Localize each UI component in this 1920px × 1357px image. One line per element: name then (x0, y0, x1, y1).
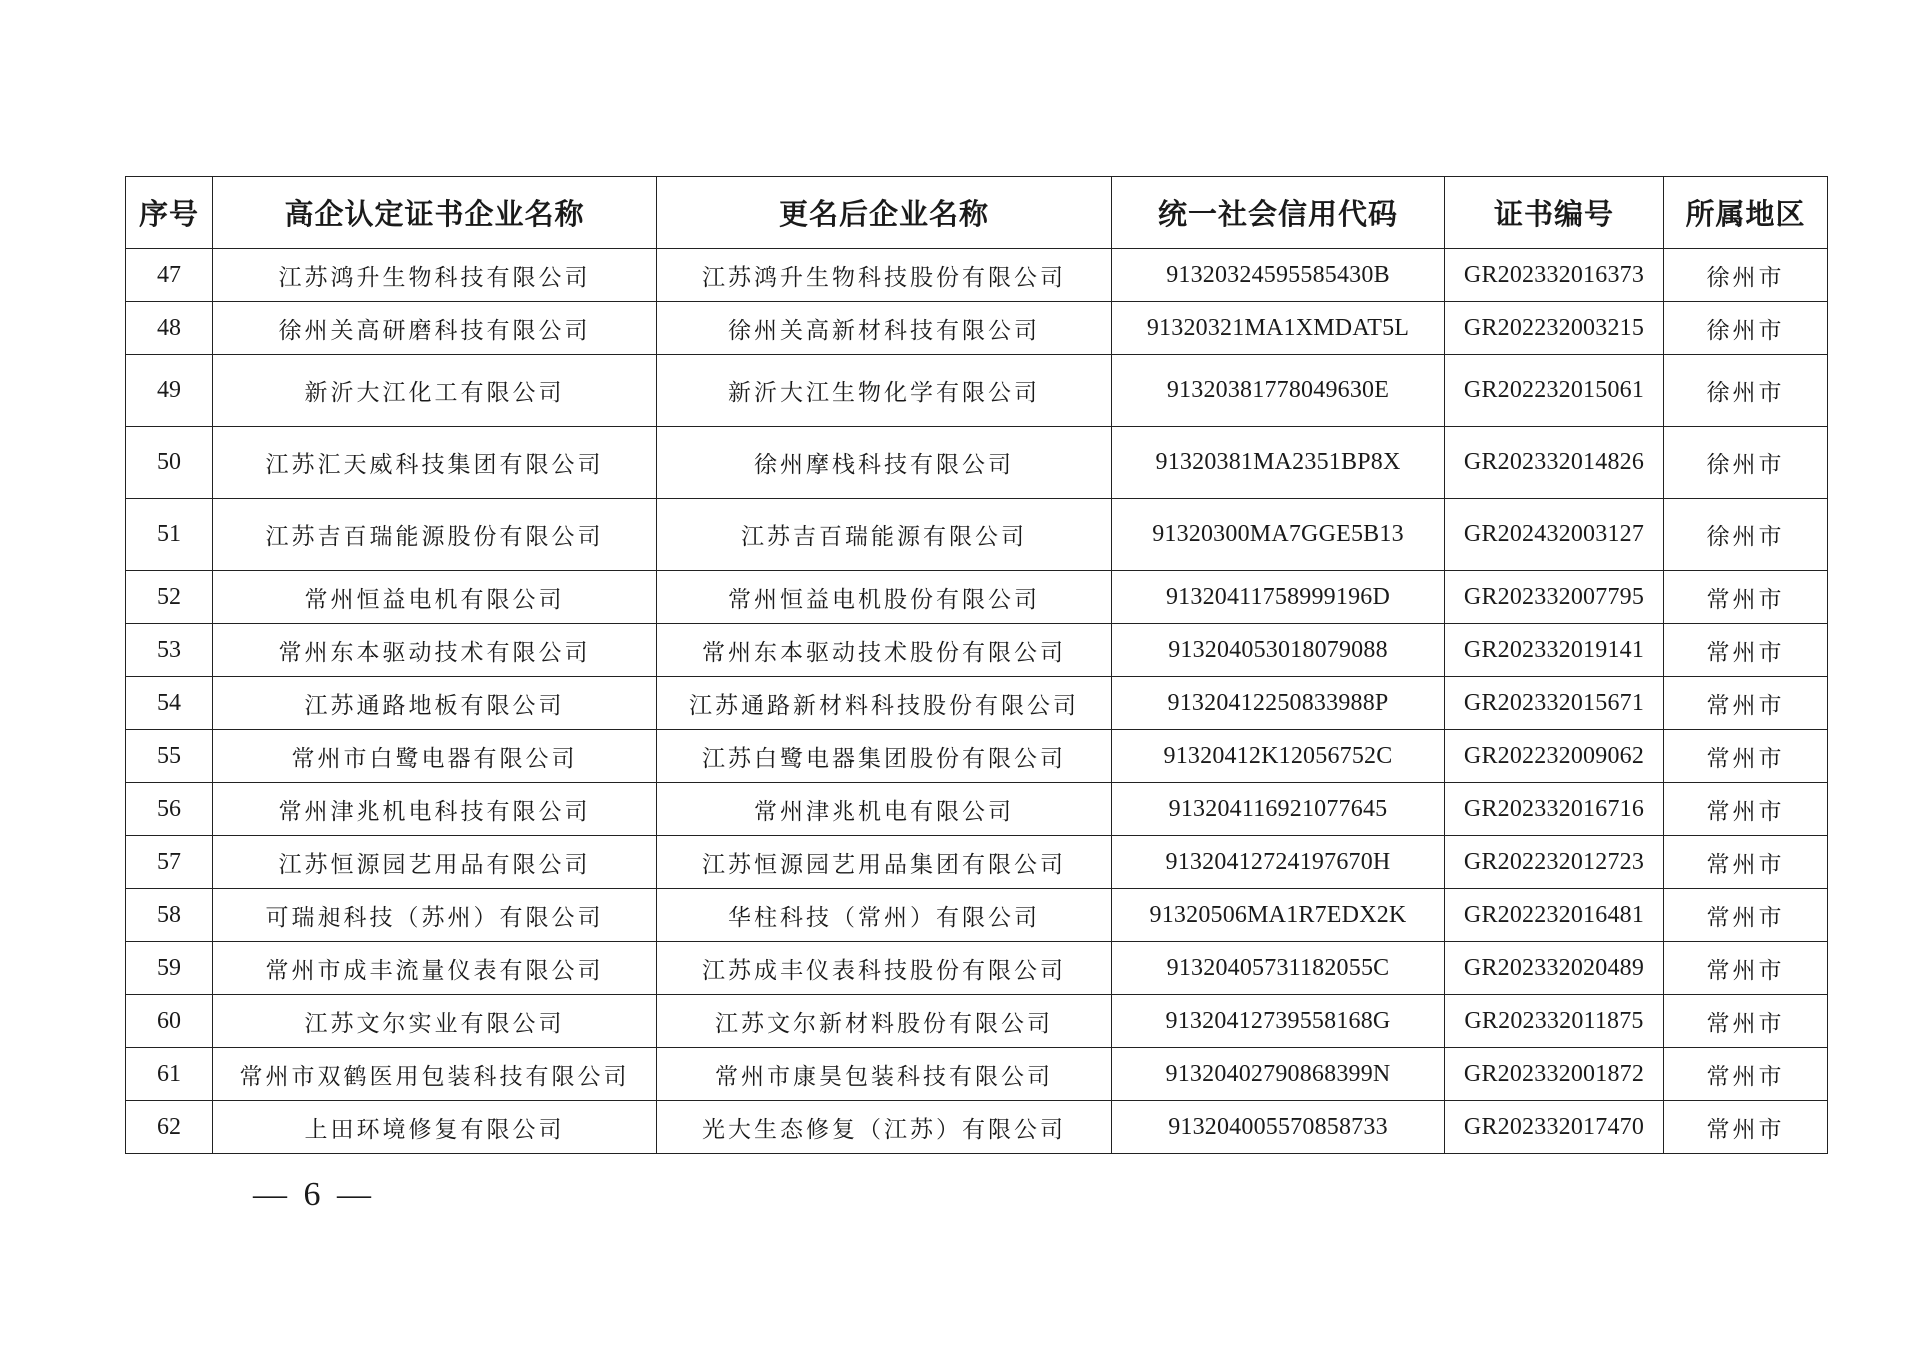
cell-original-company-name: 常州市成丰流量仪表有限公司 (213, 942, 657, 995)
cell-credit-code: 91320412724197670H (1112, 836, 1445, 889)
table-row (126, 836, 1828, 889)
cell-original-company-name: 常州东本驱动技术有限公司 (213, 624, 657, 677)
cell-certificate-number: GR202232016481 (1445, 889, 1664, 942)
cell-serial-number: 51 (126, 499, 213, 571)
table-row (126, 355, 1828, 427)
cell-original-company-name: 江苏通路地板有限公司 (213, 677, 657, 730)
cell-serial-number: 50 (126, 427, 213, 499)
cell-region: 常州市 (1664, 783, 1828, 836)
cell-certificate-number: GR202332011875 (1445, 995, 1664, 1048)
cell-certificate-number: GR202232012723 (1445, 836, 1664, 889)
table-row (126, 730, 1828, 783)
cell-renamed-company-name: 江苏文尔新材料股份有限公司 (657, 995, 1112, 1048)
cell-certificate-number: GR202232015061 (1445, 355, 1664, 427)
table-row (126, 889, 1828, 942)
cell-serial-number: 62 (126, 1101, 213, 1154)
cell-region: 徐州市 (1664, 355, 1828, 427)
table-row (126, 942, 1828, 995)
cell-original-company-name: 常州市白鹭电器有限公司 (213, 730, 657, 783)
cell-region: 常州市 (1664, 889, 1828, 942)
cell-certificate-number: GR202232003215 (1445, 302, 1664, 355)
cell-original-company-name: 江苏鸿升生物科技有限公司 (213, 249, 657, 302)
cell-certificate-number: GR202332017470 (1445, 1101, 1664, 1154)
cell-original-company-name: 徐州关高研磨科技有限公司 (213, 302, 657, 355)
cell-renamed-company-name: 华柱科技（常州）有限公司 (657, 889, 1112, 942)
cell-original-company-name: 可瑞昶科技（苏州）有限公司 (213, 889, 657, 942)
table-row (126, 249, 1828, 302)
header-renamed-company-name: 更名后企业名称 (657, 177, 1112, 249)
table-row (126, 427, 1828, 499)
table-row (126, 1101, 1828, 1154)
cell-region: 常州市 (1664, 942, 1828, 995)
cell-credit-code: 91320405731182055C (1112, 942, 1445, 995)
cell-serial-number: 61 (126, 1048, 213, 1101)
cell-region: 常州市 (1664, 677, 1828, 730)
cell-renamed-company-name: 江苏吉百瑞能源有限公司 (657, 499, 1112, 571)
cell-certificate-number: GR202332007795 (1445, 571, 1664, 624)
table-row (126, 995, 1828, 1048)
cell-original-company-name: 江苏汇天威科技集团有限公司 (213, 427, 657, 499)
cell-original-company-name: 新沂大江化工有限公司 (213, 355, 657, 427)
table-row (126, 624, 1828, 677)
cell-renamed-company-name: 新沂大江生物化学有限公司 (657, 355, 1112, 427)
cell-original-company-name: 上田环境修复有限公司 (213, 1101, 657, 1154)
cell-serial-number: 49 (126, 355, 213, 427)
cell-credit-code: 91320412739558168G (1112, 995, 1445, 1048)
cell-region: 常州市 (1664, 836, 1828, 889)
cell-credit-code: 91320300MA7GGE5B13 (1112, 499, 1445, 571)
cell-region: 徐州市 (1664, 302, 1828, 355)
cell-renamed-company-name: 常州东本驱动技术股份有限公司 (657, 624, 1112, 677)
cell-certificate-number: GR202332019141 (1445, 624, 1664, 677)
cell-credit-code: 91320402790868399N (1112, 1048, 1445, 1101)
cell-credit-code: 913204053018079088 (1112, 624, 1445, 677)
page-number: — 6 — (253, 1176, 375, 1213)
cell-region: 常州市 (1664, 1101, 1828, 1154)
cell-serial-number: 58 (126, 889, 213, 942)
header-serial-number: 序号 (126, 177, 213, 249)
cell-serial-number: 47 (126, 249, 213, 302)
cell-renamed-company-name: 江苏白鹭电器集团股份有限公司 (657, 730, 1112, 783)
cell-credit-code: 91320411758999196D (1112, 571, 1445, 624)
cell-serial-number: 54 (126, 677, 213, 730)
cell-credit-code: 91320321MA1XMDAT5L (1112, 302, 1445, 355)
table-row (126, 677, 1828, 730)
cell-region: 常州市 (1664, 730, 1828, 783)
cell-certificate-number: GR202432003127 (1445, 499, 1664, 571)
header-certificate-number: 证书编号 (1445, 177, 1664, 249)
cell-original-company-name: 常州恒益电机有限公司 (213, 571, 657, 624)
cell-credit-code: 913204005570858733 (1112, 1101, 1445, 1154)
cell-region: 常州市 (1664, 624, 1828, 677)
cell-region: 徐州市 (1664, 427, 1828, 499)
company-rename-table (125, 176, 1828, 1154)
cell-serial-number: 56 (126, 783, 213, 836)
cell-renamed-company-name: 江苏恒源园艺用品集团有限公司 (657, 836, 1112, 889)
table-row (126, 783, 1828, 836)
cell-renamed-company-name: 常州市康昊包装科技有限公司 (657, 1048, 1112, 1101)
cell-serial-number: 60 (126, 995, 213, 1048)
cell-serial-number: 59 (126, 942, 213, 995)
cell-renamed-company-name: 常州恒益电机股份有限公司 (657, 571, 1112, 624)
cell-certificate-number: GR202332001872 (1445, 1048, 1664, 1101)
cell-region: 徐州市 (1664, 249, 1828, 302)
cell-original-company-name: 常州市双鹤医用包装科技有限公司 (213, 1048, 657, 1101)
cell-original-company-name: 江苏恒源园艺用品有限公司 (213, 836, 657, 889)
table-header-row (126, 177, 1828, 249)
cell-renamed-company-name: 常州津兆机电有限公司 (657, 783, 1112, 836)
cell-renamed-company-name: 江苏成丰仪表科技股份有限公司 (657, 942, 1112, 995)
cell-renamed-company-name: 江苏鸿升生物科技股份有限公司 (657, 249, 1112, 302)
cell-original-company-name: 江苏文尔实业有限公司 (213, 995, 657, 1048)
table-row (126, 571, 1828, 624)
cell-serial-number: 48 (126, 302, 213, 355)
cell-certificate-number: GR202332014826 (1445, 427, 1664, 499)
cell-certificate-number: GR202232009062 (1445, 730, 1664, 783)
cell-region: 常州市 (1664, 995, 1828, 1048)
cell-credit-code: 91320412K12056752C (1112, 730, 1445, 783)
table-row (126, 302, 1828, 355)
cell-credit-code: 91320381778049630E (1112, 355, 1445, 427)
cell-renamed-company-name: 徐州关高新材科技有限公司 (657, 302, 1112, 355)
cell-credit-code: 913204116921077645 (1112, 783, 1445, 836)
cell-original-company-name: 常州津兆机电科技有限公司 (213, 783, 657, 836)
header-original-company-name: 高企认定证书企业名称 (213, 177, 657, 249)
cell-renamed-company-name: 徐州摩栈科技有限公司 (657, 427, 1112, 499)
cell-serial-number: 55 (126, 730, 213, 783)
cell-certificate-number: GR202332020489 (1445, 942, 1664, 995)
cell-serial-number: 52 (126, 571, 213, 624)
cell-credit-code: 91320324595585430B (1112, 249, 1445, 302)
cell-region: 常州市 (1664, 571, 1828, 624)
header-region: 所属地区 (1664, 177, 1828, 249)
cell-serial-number: 57 (126, 836, 213, 889)
cell-serial-number: 53 (126, 624, 213, 677)
header-credit-code: 统一社会信用代码 (1112, 177, 1445, 249)
cell-original-company-name: 江苏吉百瑞能源股份有限公司 (213, 499, 657, 571)
cell-credit-code: 91320506MA1R7EDX2K (1112, 889, 1445, 942)
cell-renamed-company-name: 光大生态修复（江苏）有限公司 (657, 1101, 1112, 1154)
cell-credit-code: 91320381MA2351BP8X (1112, 427, 1445, 499)
cell-certificate-number: GR202332015671 (1445, 677, 1664, 730)
table-row (126, 1048, 1828, 1101)
table-row (126, 499, 1828, 571)
cell-renamed-company-name: 江苏通路新材料科技股份有限公司 (657, 677, 1112, 730)
cell-credit-code: 91320412250833988P (1112, 677, 1445, 730)
cell-region: 徐州市 (1664, 499, 1828, 571)
cell-certificate-number: GR202332016716 (1445, 783, 1664, 836)
cell-certificate-number: GR202332016373 (1445, 249, 1664, 302)
cell-region: 常州市 (1664, 1048, 1828, 1101)
